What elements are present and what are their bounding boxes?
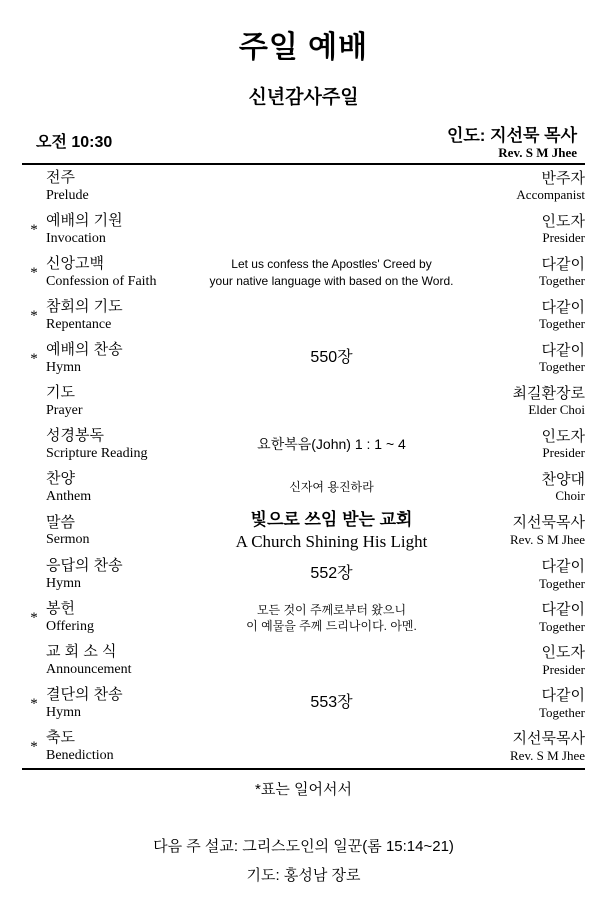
standing-marker: * bbox=[30, 307, 38, 324]
next-week-prayer: 기도: 홍성남 장로 bbox=[246, 866, 361, 884]
order-item-person bbox=[467, 596, 585, 639]
order-item-person-ko: 인도자 bbox=[541, 427, 585, 445]
order-item-name bbox=[46, 294, 196, 337]
bulletin-page bbox=[0, 22, 607, 924]
order-item-name-ko: 말씀 bbox=[46, 513, 75, 531]
order-item-person bbox=[467, 294, 585, 337]
order-item-name-en: Scripture Reading bbox=[46, 445, 148, 461]
order-item-name-en: Hymn bbox=[46, 705, 81, 721]
table-row bbox=[22, 208, 585, 251]
order-item-person-en: Presider bbox=[542, 230, 585, 246]
standing-marker: * bbox=[30, 264, 38, 281]
order-item-person-en: Elder Choi bbox=[528, 402, 585, 418]
order-item-name-en: Anthem bbox=[46, 488, 92, 504]
page-title: 주일 예배 bbox=[238, 31, 369, 64]
table-row bbox=[22, 466, 585, 509]
order-item-person bbox=[467, 208, 585, 251]
order-item-name-en: Invocation bbox=[46, 230, 106, 246]
order-item-person-en: Together bbox=[538, 704, 585, 720]
order-item-person-ko: 최길환장로 bbox=[512, 384, 585, 402]
order-item-name bbox=[46, 682, 196, 725]
order-item-name-en: Offering bbox=[46, 619, 94, 635]
order-item-name-ko: 성경봉독 bbox=[46, 427, 104, 445]
divider-bottom bbox=[22, 768, 585, 770]
order-item-detail bbox=[196, 466, 467, 509]
page-subtitle: 신년감사주일 bbox=[248, 87, 359, 108]
order-item-detail bbox=[196, 553, 467, 596]
order-item-detail bbox=[196, 208, 467, 251]
order-item-detail-1: 552장 bbox=[310, 565, 353, 583]
order-item-person bbox=[467, 165, 585, 208]
order-item-name-en: Prelude bbox=[46, 187, 89, 203]
order-item-name-ko: 봉헌 bbox=[46, 600, 75, 618]
order-item-person-en: Rev. S M Jhee bbox=[510, 532, 585, 547]
order-item-name-en: Sermon bbox=[46, 532, 90, 548]
order-item-detail bbox=[196, 725, 467, 768]
order-item-detail bbox=[196, 294, 467, 337]
order-item-person bbox=[467, 553, 585, 596]
order-item-name bbox=[46, 596, 196, 639]
order-item-name-en: Hymn bbox=[46, 359, 81, 375]
order-item-detail bbox=[196, 596, 467, 639]
sermon-title-en: A Church Shining His Light bbox=[235, 532, 428, 552]
table-row bbox=[22, 165, 585, 208]
order-of-worship-table bbox=[22, 165, 585, 768]
order-item-person bbox=[467, 380, 585, 423]
sermon-title-ko: 빛으로 쓰임 받는 교회 bbox=[250, 510, 413, 529]
order-item-person-en: Rev. S M Jhee bbox=[510, 747, 585, 763]
order-item-person-ko: 지선묵목사 bbox=[512, 514, 585, 532]
order-item-person-en: Presider bbox=[542, 445, 585, 461]
order-item-detail-1: 신자여 용진하라 bbox=[289, 480, 374, 495]
order-item-person-ko: 인도자 bbox=[541, 643, 585, 661]
order-item-person-ko: 찬양대 bbox=[541, 470, 585, 488]
order-item-person-ko: 지선묵목사 bbox=[512, 729, 585, 747]
order-item-name bbox=[46, 165, 196, 208]
order-item-person-ko: 다같이 bbox=[541, 686, 585, 704]
service-leader bbox=[447, 121, 577, 161]
order-item-person-en: Choir bbox=[555, 488, 585, 504]
order-item-name-en: Hymn bbox=[46, 576, 81, 592]
service-meta bbox=[22, 119, 585, 163]
standing-marker: * bbox=[30, 609, 38, 626]
order-item-name bbox=[46, 725, 196, 768]
table-row bbox=[22, 294, 585, 337]
order-item-name-ko: 기도 bbox=[46, 384, 75, 402]
order-item-name-ko: 축도 bbox=[46, 729, 75, 747]
table-row bbox=[22, 639, 585, 682]
order-item-detail-1: 553장 bbox=[310, 694, 353, 712]
order-item-name-ko: 찬양 bbox=[46, 470, 75, 488]
order-item-name bbox=[46, 639, 196, 682]
order-item-detail-1: 요한복음(John) 1 : 1 ~ 4 bbox=[257, 436, 406, 453]
order-item-detail bbox=[196, 423, 467, 466]
order-item-detail bbox=[196, 380, 467, 423]
service-time: 오전 10:30 bbox=[36, 134, 113, 151]
order-item-person bbox=[467, 682, 585, 725]
order-item-person-ko: 다같이 bbox=[541, 600, 585, 618]
order-item-name-ko: 교 회 소 식 bbox=[46, 643, 117, 661]
table-row bbox=[22, 337, 585, 380]
order-item-detail-1: 550장 bbox=[310, 349, 353, 367]
order-item-name-ko: 예배의 기원 bbox=[46, 212, 123, 230]
order-item-name-en: Announcement bbox=[46, 662, 132, 678]
table-row bbox=[22, 725, 585, 768]
standing-note: *표는 일어서서 bbox=[255, 781, 352, 799]
order-item-person-en: Together bbox=[538, 316, 585, 332]
table-row bbox=[22, 380, 585, 423]
order-item-name bbox=[46, 553, 196, 596]
order-item-name bbox=[46, 380, 196, 423]
order-item-person-en: Together bbox=[538, 575, 585, 591]
order-item-person bbox=[467, 725, 585, 768]
order-item-person-ko: 다같이 bbox=[541, 557, 585, 575]
order-item-detail-2: your native language with based on the Word. bbox=[209, 273, 454, 288]
standing-marker: * bbox=[30, 738, 38, 755]
table-row bbox=[22, 682, 585, 725]
order-item-person-ko: 다같이 bbox=[541, 298, 585, 316]
order-of-worship-body bbox=[22, 165, 585, 768]
order-item-person-ko: 인도자 bbox=[541, 212, 585, 230]
next-week-sermon: 다음 주 설교: 그리스도인의 일꾼(롬 15:14~21) bbox=[153, 838, 454, 856]
service-leader-en: Rev. S M Jhee bbox=[498, 145, 577, 160]
order-item-detail bbox=[196, 682, 467, 725]
order-item-person-en: Presider bbox=[542, 661, 585, 677]
standing-marker: * bbox=[30, 350, 38, 367]
order-item-person-en: Accompanist bbox=[516, 187, 585, 203]
order-item-name-en: Confession of Faith bbox=[46, 273, 157, 289]
order-item-person-ko: 반주자 bbox=[541, 169, 585, 187]
order-item-person bbox=[467, 509, 585, 553]
order-item-person-ko: 다같이 bbox=[541, 255, 585, 273]
order-item-name-en: Benediction bbox=[46, 748, 114, 764]
table-row bbox=[22, 423, 585, 466]
order-item-person bbox=[467, 337, 585, 380]
order-item-name bbox=[46, 509, 196, 553]
order-item-name-ko: 예배의 찬송 bbox=[46, 341, 123, 359]
standing-marker: * bbox=[30, 221, 38, 238]
order-item-detail-1: 모든 것이 주께로부터 왔으니 bbox=[256, 602, 407, 617]
table-row bbox=[22, 596, 585, 639]
table-row bbox=[22, 553, 585, 596]
standing-marker: * bbox=[30, 695, 38, 712]
order-item-person-en: Together bbox=[538, 618, 585, 634]
order-item-person bbox=[467, 251, 585, 294]
order-item-name bbox=[46, 251, 196, 294]
order-item-detail bbox=[196, 337, 467, 380]
service-leader-ko: 인도: 지선묵 목사 bbox=[446, 126, 577, 145]
order-item-name-ko: 참회의 기도 bbox=[46, 298, 123, 316]
order-item-detail-2: 이 예물을 주께 드리나이다. 아멘. bbox=[246, 618, 417, 633]
order-item-name bbox=[46, 337, 196, 380]
order-item-person-en: Together bbox=[538, 359, 585, 375]
order-item-name-ko: 응답의 찬송 bbox=[46, 557, 123, 575]
order-item-name bbox=[46, 466, 196, 509]
order-item-detail bbox=[196, 639, 467, 682]
order-item-person bbox=[467, 466, 585, 509]
order-item-name-en: Repentance bbox=[46, 316, 112, 332]
order-item-detail bbox=[196, 251, 467, 294]
order-item-person-ko: 다같이 bbox=[541, 341, 585, 359]
order-item-name-ko: 전주 bbox=[46, 169, 75, 187]
table-row bbox=[22, 509, 585, 553]
order-item-detail bbox=[196, 509, 467, 553]
order-item-name-en: Prayer bbox=[46, 402, 83, 418]
order-item-person-en: Together bbox=[538, 273, 585, 289]
order-item-detail bbox=[196, 165, 467, 208]
order-item-name bbox=[46, 208, 196, 251]
order-item-name-ko: 결단의 찬송 bbox=[46, 686, 123, 704]
order-item-detail-1: Let us confess the Apostles' Creed by bbox=[231, 257, 432, 272]
order-item-person bbox=[467, 639, 585, 682]
footer bbox=[22, 833, 585, 890]
order-item-name bbox=[46, 423, 196, 466]
order-item-person bbox=[467, 423, 585, 466]
order-item-name-ko: 신앙고백 bbox=[46, 255, 104, 273]
table-row bbox=[22, 251, 585, 294]
